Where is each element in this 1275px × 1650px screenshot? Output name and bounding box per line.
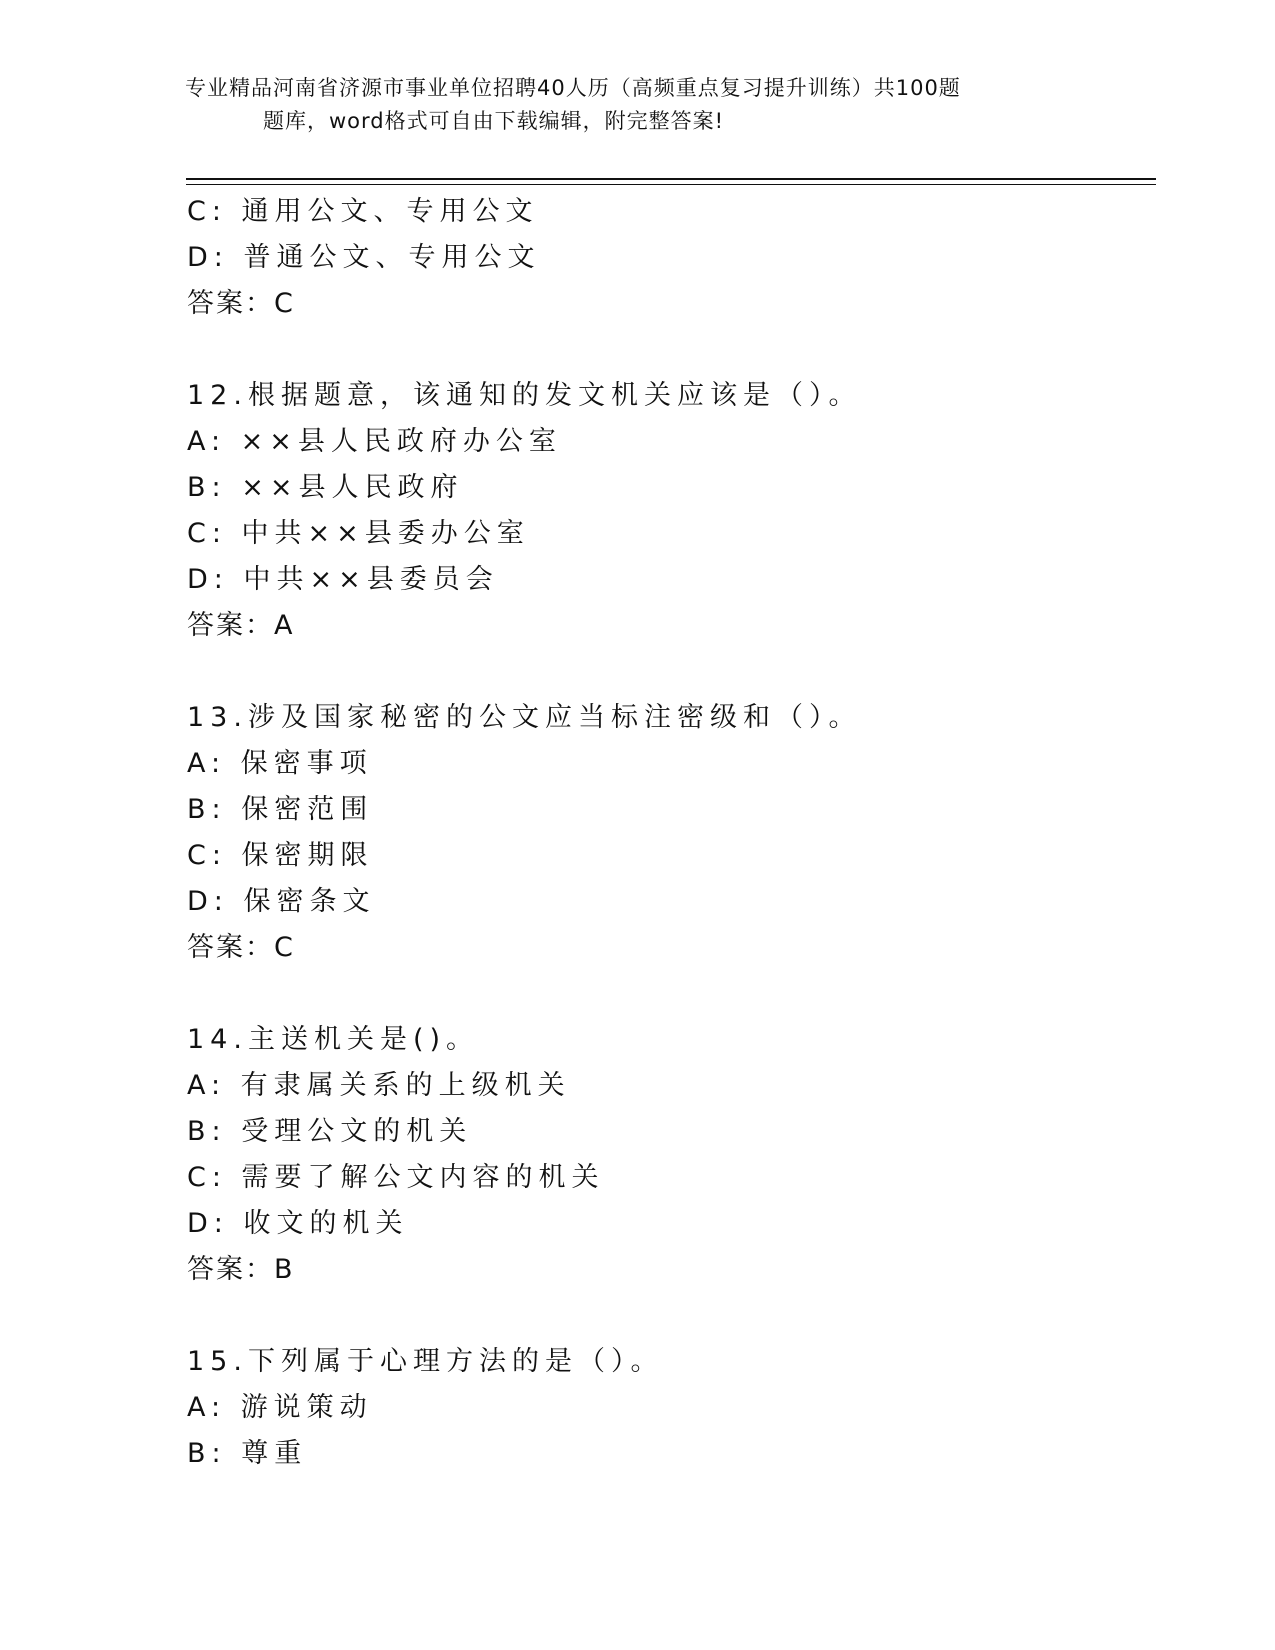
- question-15: 15.下列属于心理方法的是（）。: [187, 1346, 664, 1377]
- spacer: [187, 649, 1147, 695]
- option-d: D: 普通公文、专用公文: [187, 242, 541, 273]
- option-d: D: 保密条文: [187, 886, 376, 917]
- header-divider-thick: [186, 178, 1156, 180]
- answer-line: 答案：A: [187, 610, 295, 641]
- answer-line: 答案：B: [187, 1254, 295, 1285]
- option-a: A: 有隶属关系的上级机关: [187, 1070, 571, 1101]
- header-divider-thin: [186, 184, 1156, 185]
- option-b: B: 受理公文的机关: [187, 1116, 473, 1147]
- question-12: 12.根据题意，该通知的发文机关应该是（）。: [187, 380, 862, 411]
- document-header: [185, 72, 1085, 138]
- spacer: [187, 1293, 1147, 1339]
- option-b: B: 尊重: [187, 1438, 308, 1469]
- question-14: 14.主送机关是()。: [187, 1024, 480, 1055]
- header-title-line-1: 专业精品河南省济源市事业单位招聘40人历（高频重点复习提升训练）共100题: [185, 76, 961, 100]
- option-c: C: 保密期限: [187, 840, 374, 871]
- option-b: B: 保密范围: [187, 794, 374, 825]
- option-a: A: ××县人民政府办公室: [187, 426, 562, 457]
- option-c: C: 中共××县委办公室: [187, 518, 530, 549]
- spacer: [187, 327, 1147, 373]
- option-c: C: 通用公文、专用公文: [187, 196, 539, 227]
- question-13: 13.涉及国家秘密的公文应当标注密级和（）。: [187, 702, 862, 733]
- answer-line: 答案：C: [187, 288, 295, 319]
- option-a: A: 保密事项: [187, 748, 373, 779]
- option-b: B: ××县人民政府: [187, 472, 464, 503]
- question-list: [187, 189, 1147, 1477]
- option-d: D: 收文的机关: [187, 1208, 409, 1239]
- header-title-line-2: 题库，word格式可自由下载编辑，附完整答案!: [263, 109, 725, 133]
- answer-line: 答案：C: [187, 932, 295, 963]
- spacer: [187, 971, 1147, 1017]
- option-c: C: 需要了解公文内容的机关: [187, 1162, 605, 1193]
- option-a: A: 游说策动: [187, 1392, 373, 1423]
- option-d: D: 中共××县委员会: [187, 564, 499, 595]
